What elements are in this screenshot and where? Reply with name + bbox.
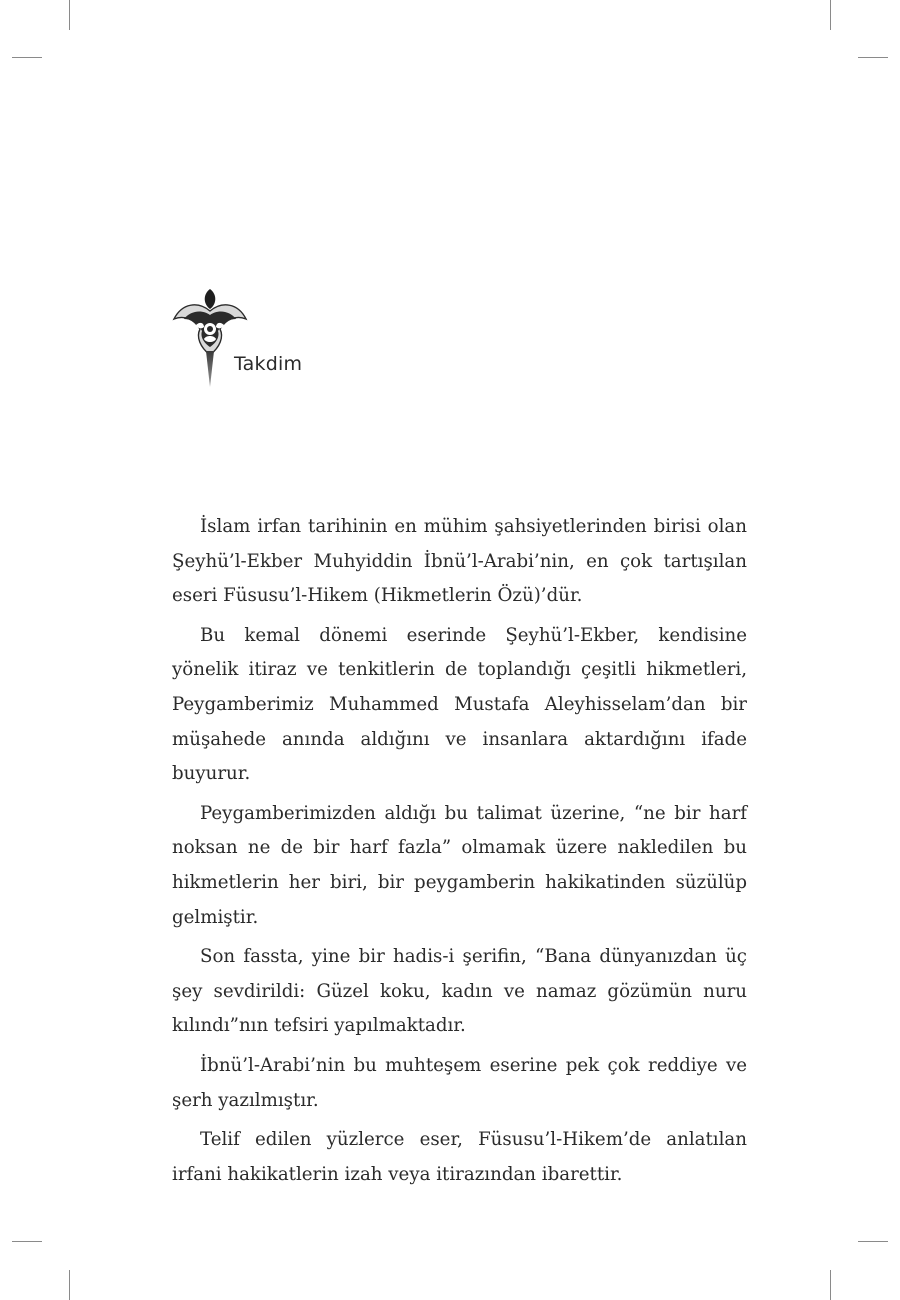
- paragraph: Peygamberimizden aldığı bu talimat üzerine, “ne bir harf noksan ne de bir harf fazla” olmamak üzere nakledilen bu hikmetlerin her biri, bir peygamberin hakikatinden süzülüp gelmiştir.: [172, 802, 747, 928]
- paragraph: Son fassta, yine bir hadis-i şerifin, “Bana dünyanızdan üç şey sevdirildi: Güzel koku, kadın ve namaz gözümün nuru kılındı”nın tefsiri yapılmaktadır.: [172, 946, 747, 1037]
- crop-mark-right-top: [858, 57, 888, 58]
- paragraph: Bu kemal dönemi eserinde Şeyhü’l-Ekber, kendisine yönelik itiraz ve tenkitlerin de toplandığı çeşitli hikmetleri, Peygamberimiz Muhammed Mustafa Aleyhisselam’dan bir müşahede anında aldığını ve insanlara aktardığını ifade buyurur.: [172, 624, 747, 785]
- crop-mark-left-top: [12, 57, 42, 58]
- paragraph: Telif edilen yüzlerce eser, Füsusu’l-Hikem’de anlatılan irfani hakikatlerin izah veya itirazından ibarettir.: [172, 1129, 747, 1185]
- crop-mark-right-bottom: [858, 1241, 888, 1242]
- paragraph: İbnü’l-Arabi’nin bu muhteşem eserine pek çok reddiye ve şerh yazılmıştır.: [172, 1054, 747, 1111]
- crop-mark-left-bottom: [12, 1241, 42, 1242]
- section-title: Takdim: [234, 353, 303, 375]
- paragraph: İslam irfan tarihinin en mühim şahsiyetlerinden birisi olan Şeyhü’l-Ekber Muhyiddin İbnü’l-Arabi’nin, en çok tartışılan eseri Füsusu’l-Hikem (Hikmetlerin Özü)’dür.: [172, 516, 747, 607]
- body-text: [172, 510, 747, 1197]
- crop-mark-bottom-right: [830, 1270, 831, 1300]
- crop-mark-top-right: [830, 0, 831, 30]
- crop-mark-top-left: [69, 0, 70, 30]
- crop-mark-bottom-left: [69, 1270, 70, 1300]
